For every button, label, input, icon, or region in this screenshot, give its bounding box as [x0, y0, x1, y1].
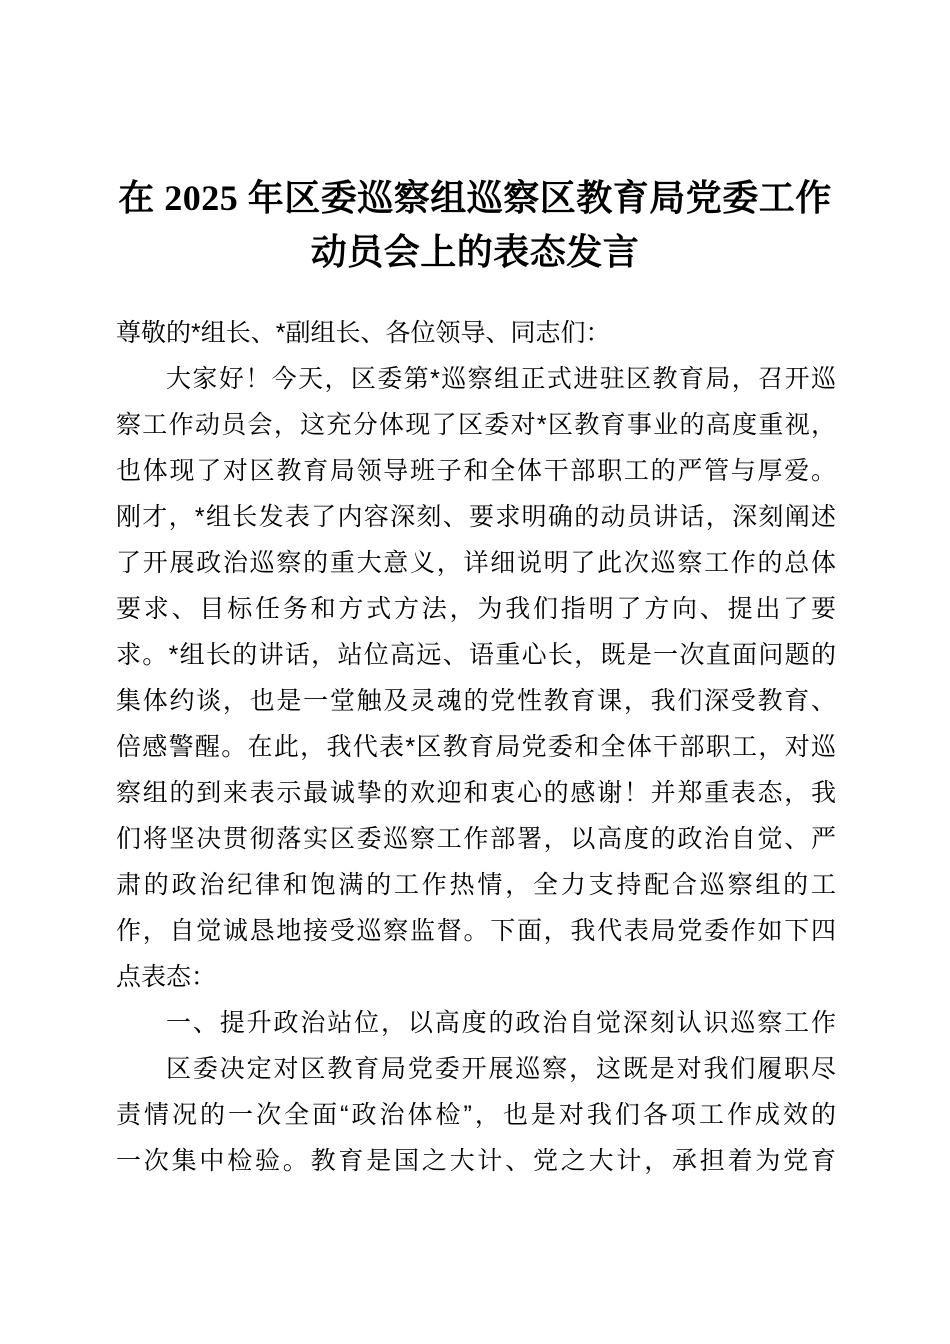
body-line: 了开展政治巡察的重大意义，详细说明了此次巡察工作的总体: [116, 549, 836, 577]
body-line: 要求、目标任务和方式方法，为我们指明了方向、提出了要: [116, 595, 836, 623]
body-line: 察工作动员会，这充分体现了区委对*区教育事业的高度重视，: [116, 411, 836, 439]
document-body: [116, 310, 836, 1184]
body-line: 尊敬的*组长、*副组长、各位领导、同志们：: [116, 319, 611, 347]
document-title-line-2: 动员会上的表态发言: [310, 232, 640, 272]
body-line: 责情况的一次全面“政治体检”，也是对我们各项工作成效的: [116, 1101, 836, 1129]
body-line: 肃的政治纪律和饱满的工作热情，全力支持配合巡察组的工: [116, 871, 836, 899]
body-line: 也体现了对区教育局领导班子和全体干部职工的严管与厚爱。: [116, 457, 836, 485]
body-line: 作，自觉诚恳地接受巡察监督。下面，我代表局党委作如下四: [116, 917, 836, 945]
body-line: 刚才，*组长发表了内容深刻、要求明确的动员讲话，深刻阐述: [116, 503, 836, 531]
body-line: 区委决定对区教育局党委开展巡察，这既是对我们履职尽: [166, 1055, 836, 1083]
body-line: 点表态：: [116, 963, 217, 991]
document-title: [0, 0, 950, 279]
document-title-line-1: 在 2025 年区委巡察组巡察区教育局党委工作: [118, 178, 832, 218]
body-line: 一次集中检验。教育是国之大计、党之大计，承担着为党育: [116, 1147, 836, 1175]
body-line: 倍感警醒。在此，我代表*区教育局党委和全体干部职工，对巡: [116, 733, 836, 761]
body-line: 求。*组长的讲话，站位高远、语重心长，既是一次直面问题的: [116, 641, 836, 669]
body-line: 大家好！今天，区委第*巡察组正式进驻区教育局，召开巡: [166, 365, 836, 393]
body-line: 们将坚决贯彻落实区委巡察工作部署，以高度的政治自觉、严: [116, 825, 836, 853]
body-line: 集体约谈，也是一堂触及灵魂的党性教育课，我们深受教育、: [116, 687, 836, 715]
body-line: 一、提升政治站位，以高度的政治自觉深刻认识巡察工作: [166, 1009, 836, 1037]
body-line: 察组的到来表示最诚挚的欢迎和衷心的感谢！并郑重表态，我: [116, 779, 836, 807]
